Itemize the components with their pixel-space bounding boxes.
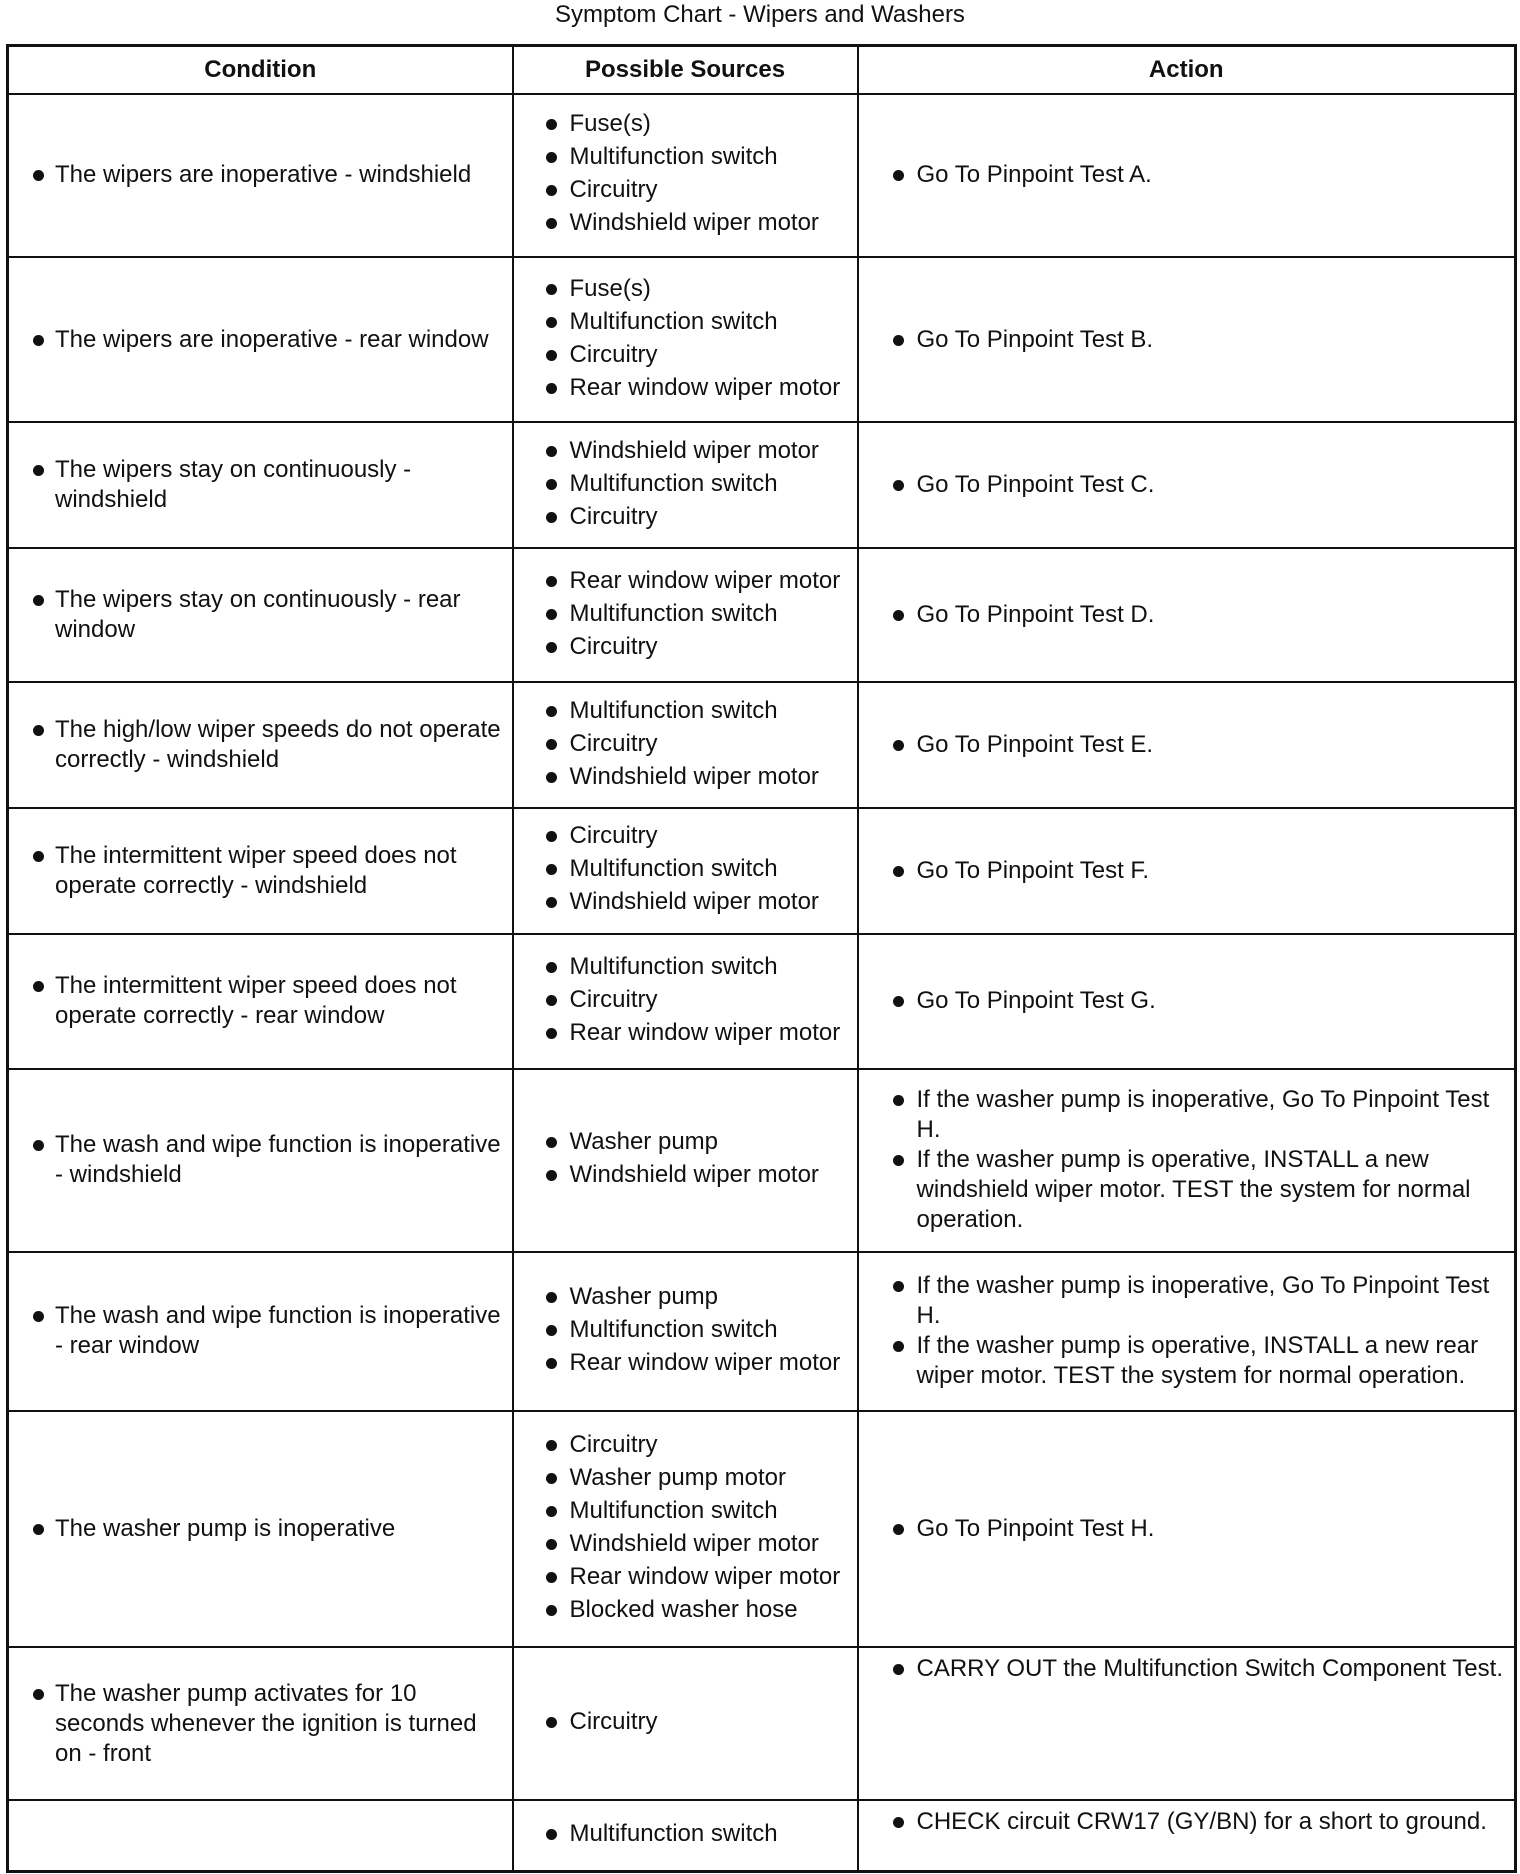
action-item: If the washer pump is operative, INSTALL a new windshield wiper motor. TEST the system for normal operation. <box>869 1145 1505 1235</box>
action-cell <box>858 548 1516 682</box>
table-row <box>8 257 1516 422</box>
table-row <box>8 1411 1516 1647</box>
condition-cell <box>8 808 513 934</box>
action-item: Go To Pinpoint Test D. <box>869 600 1505 630</box>
condition-text: The wipers stay on continuously - windshield <box>19 455 502 515</box>
table-row <box>8 808 1516 934</box>
source-item: Circuitry <box>524 502 847 532</box>
source-item: Circuitry <box>524 632 847 662</box>
source-item: Circuitry <box>524 340 847 370</box>
source-item: Circuitry <box>524 1430 847 1460</box>
possible-sources-cell <box>513 422 858 548</box>
source-item: Windshield wiper motor <box>524 208 847 238</box>
possible-sources-cell <box>513 548 858 682</box>
action-cell <box>858 94 1516 258</box>
header-possible-sources: Possible Sources <box>513 46 858 94</box>
action-cell <box>858 934 1516 1069</box>
condition-text: The intermittent wiper speed does not operate correctly - rear window <box>19 971 502 1031</box>
possible-sources-cell <box>513 1800 858 1871</box>
condition-text: The intermittent wiper speed does not operate correctly - windshield <box>19 841 502 901</box>
condition-cell <box>8 1069 513 1252</box>
table-body <box>8 94 1516 1872</box>
source-item: Multifunction switch <box>524 1496 847 1526</box>
source-item: Rear window wiper motor <box>524 566 847 596</box>
symptom-chart-table <box>6 44 1517 1873</box>
action-item: Go To Pinpoint Test C. <box>869 470 1505 500</box>
action-cell <box>858 808 1516 934</box>
possible-sources-cell <box>513 1647 858 1800</box>
source-item: Multifunction switch <box>524 1315 847 1345</box>
source-item: Multifunction switch <box>524 307 847 337</box>
source-item: Multifunction switch <box>524 696 847 726</box>
table-row <box>8 548 1516 682</box>
action-item: Go To Pinpoint Test G. <box>869 986 1505 1016</box>
condition-cell <box>8 257 513 422</box>
table-row <box>8 682 1516 808</box>
header-action: Action <box>858 46 1516 94</box>
source-item: Windshield wiper motor <box>524 436 847 466</box>
table-row <box>8 1800 1516 1871</box>
action-cell <box>858 1647 1516 1800</box>
condition-text: The wipers stay on continuously - rear window <box>19 585 502 645</box>
action-item: Go To Pinpoint Test E. <box>869 730 1505 760</box>
source-item: Washer pump motor <box>524 1463 847 1493</box>
action-item: Go To Pinpoint Test H. <box>869 1514 1505 1544</box>
possible-sources-cell <box>513 682 858 808</box>
action-cell <box>858 257 1516 422</box>
header-condition: Condition <box>8 46 513 94</box>
table-row <box>8 1069 1516 1252</box>
possible-sources-cell <box>513 934 858 1069</box>
action-cell <box>858 422 1516 548</box>
action-item: Go To Pinpoint Test B. <box>869 325 1505 355</box>
action-item: Go To Pinpoint Test A. <box>869 160 1505 190</box>
action-item: Go To Pinpoint Test F. <box>869 856 1505 886</box>
condition-text: The wash and wipe function is inoperative - windshield <box>19 1130 502 1190</box>
table-row <box>8 1647 1516 1800</box>
source-item: Circuitry <box>524 1707 847 1737</box>
table-row <box>8 422 1516 548</box>
condition-cell <box>8 1411 513 1647</box>
action-item: If the washer pump is inoperative, Go To Pinpoint Test H. <box>869 1085 1505 1145</box>
condition-cell <box>8 94 513 258</box>
source-item: Washer pump <box>524 1282 847 1312</box>
action-cell <box>858 1800 1516 1871</box>
source-item: Multifunction switch <box>524 142 847 172</box>
condition-text: The high/low wiper speeds do not operate correctly - windshield <box>19 715 502 775</box>
source-item: Multifunction switch <box>524 952 847 982</box>
source-item: Rear window wiper motor <box>524 1562 847 1592</box>
possible-sources-cell <box>513 257 858 422</box>
condition-cell <box>8 1252 513 1411</box>
condition-cell <box>8 1800 513 1871</box>
source-item: Rear window wiper motor <box>524 1348 847 1378</box>
action-item: CARRY OUT the Multifunction Switch Component Test. <box>869 1654 1505 1684</box>
source-item: Windshield wiper motor <box>524 1160 847 1190</box>
condition-text: The washer pump activates for 10 seconds whenever the ignition is turned on - front <box>19 1679 502 1769</box>
action-cell <box>858 1252 1516 1411</box>
table-row <box>8 1252 1516 1411</box>
table-row <box>8 934 1516 1069</box>
possible-sources-cell <box>513 808 858 934</box>
action-item: CHECK circuit CRW17 (GY/BN) for a short to ground. <box>869 1807 1505 1837</box>
source-item: Fuse(s) <box>524 109 847 139</box>
source-item: Circuitry <box>524 985 847 1015</box>
condition-cell <box>8 548 513 682</box>
source-item: Circuitry <box>524 175 847 205</box>
source-item: Multifunction switch <box>524 469 847 499</box>
condition-text: The wipers are inoperative - rear window <box>19 325 502 355</box>
condition-text: The wash and wipe function is inoperative - rear window <box>19 1301 502 1361</box>
source-item: Multifunction switch <box>524 599 847 629</box>
source-item: Multifunction switch <box>524 1819 847 1849</box>
condition-text: The wipers are inoperative - windshield <box>19 160 502 190</box>
source-item: Circuitry <box>524 821 847 851</box>
possible-sources-cell <box>513 1411 858 1647</box>
source-item: Windshield wiper motor <box>524 762 847 792</box>
action-cell <box>858 1069 1516 1252</box>
condition-cell <box>8 422 513 548</box>
source-item: Rear window wiper motor <box>524 1018 847 1048</box>
source-item: Circuitry <box>524 729 847 759</box>
source-item: Rear window wiper motor <box>524 373 847 403</box>
source-item: Blocked washer hose <box>524 1595 847 1625</box>
action-cell <box>858 1411 1516 1647</box>
possible-sources-cell <box>513 1069 858 1252</box>
table-row <box>8 94 1516 258</box>
action-item: If the washer pump is inoperative, Go To Pinpoint Test H. <box>869 1271 1505 1331</box>
condition-cell <box>8 934 513 1069</box>
condition-cell <box>8 1647 513 1800</box>
possible-sources-cell <box>513 94 858 258</box>
possible-sources-cell <box>513 1252 858 1411</box>
action-item: If the washer pump is operative, INSTALL a new rear wiper motor. TEST the system for normal operation. <box>869 1331 1505 1391</box>
source-item: Windshield wiper motor <box>524 887 847 917</box>
source-item: Multifunction switch <box>524 854 847 884</box>
action-cell <box>858 682 1516 808</box>
header-row <box>8 46 1516 94</box>
source-item: Washer pump <box>524 1127 847 1157</box>
source-item: Fuse(s) <box>524 274 847 304</box>
source-item: Windshield wiper motor <box>524 1529 847 1559</box>
condition-cell <box>8 682 513 808</box>
chart-title: Symptom Chart - Wipers and Washers <box>555 1 965 28</box>
condition-text: The washer pump is inoperative <box>19 1514 502 1544</box>
